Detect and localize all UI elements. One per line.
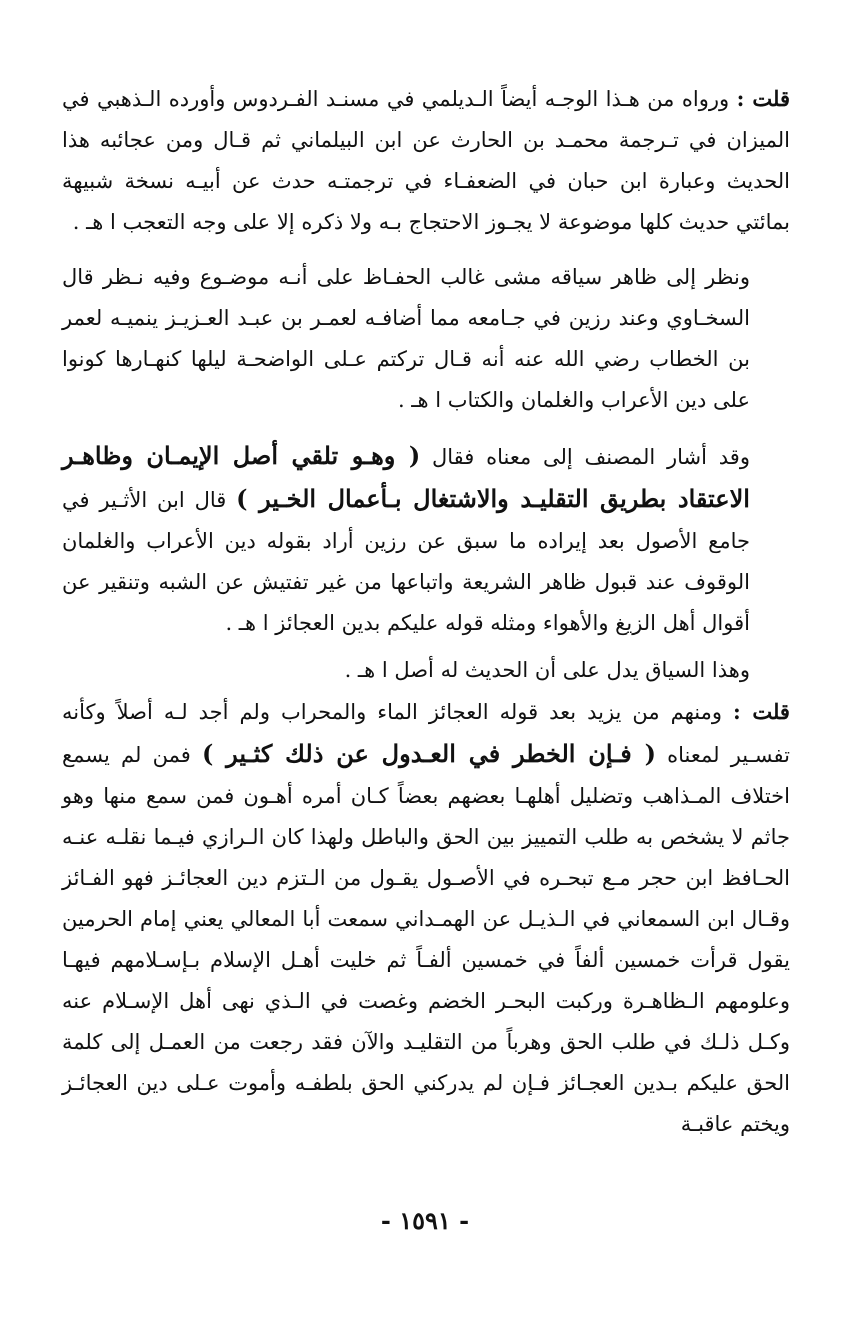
paragraph-text-before: وقد أشار المصنف إلى معناه فقال <box>432 445 750 469</box>
quoted-matn: ( وهـو تلقي أصل الإيمـان وظاهـر الاعتقاد بطريق التقليـد والاشتغال بـأعمال الخـير ) <box>62 441 750 513</box>
paragraph-text: وهذا السياق يدل على أن الحديث له أصل ا هـ . <box>344 658 750 682</box>
page-body <box>62 78 790 1145</box>
paragraph-text-after: قال ابن الأثـير في جامع الأصول بعد إيراده ما سبق عن رزين أراد بقوله دين الأعراب والغلمان الوقوف عند قبول ظاهر الشريعة واتباعها من غير تفتيش عن الشبه وتنقير عن أقوال أهل الزيغ والأهواء ومثله قوله عليكم بدين العجائز ا هـ . <box>62 488 750 635</box>
paragraph-text: ورواه من هـذا الوجـه أيضاً الـديلمي في مسنـد الفـردوس وأورده الـذهبي في الميزان في تـرجمة محمـد بن الحارث عن ابن البيلماني ثم قـال ومن عجائبه هذا الحديث وعبارة ابن حبان في الضعفـاء في ترجمتـه حدث عن أبيـه نسخة شبيهة بمائتي حديث كلها موضوعة لا يجـوز الاحتجاج بـه ولا ذكره إلا على وجه التعجب ا هـ . <box>62 87 790 234</box>
paragraph-text: ونظر إلى ظاهر سياقه مشى غالب الحفـاظ على أنـه موضـوع وفيه نـظر قال السخـاوي وعند رزين في جـامعه مما أضافـه لعمـر بن عبـد العـزيـز ينميـه لعمر بن الخطاب رضي الله عنه أنه قـال تركتم عـلى الواضحـة ليلها كنهـارها كونوا على دين الأعراب والغلمان والكتاب ا هـ . <box>62 265 750 412</box>
paragraph-1 <box>62 78 790 243</box>
paragraph-text-after: فمن لم يسمع اختلاف المـذاهب وتضليل أهلهـا بعضهم بعضاً كـان أمره أهـون فمن سمع منها وهو جاثم لا يشخص به طلب التمييز بين الحق والباطل ولهذا كان الـرازي فيـما نقلـه عنـه الحـافظ ابن حجر مـع تبحـره في الأصـول يقـول من الـتزم دين العجائـز فهو الفـائز وقـال ابن السمعاني في الـذيـل عن الهمـداني سمعت أبا المعالي يعني إمام الحرمين يقول قرأت خمسين ألفاً في خمسين ألفـاً ثم خليت أهـل الإسلام بـإسـلامهم فيهـا وعلومهم الـظاهـرة وركبت البحـر الخضم وغصت في الـذي نهى أهل الإسـلام عنه وكـل ذلـك في طلب الحق وهرباً من التقليـد والآن فقد رجعت من العمـل إلى كلمة الحق عليكم بـدين العجـائز فـإن لم يدركني الحق بلطفـه وأموت عـلى دين العجائـز ويختم عاقبـة <box>62 743 791 1136</box>
paragraph-lead: قلت : <box>732 699 790 724</box>
paragraph-text-before: ومنهم من يزيد بعد قوله العجائز الماء والمحراب ولم أجد لـه أصلاً وكأنه تفسـير لمعناه <box>62 700 790 767</box>
page-number: - ١٥٩١ - <box>380 1206 470 1235</box>
paragraph-4 <box>62 650 790 691</box>
paragraph-lead: قلت : <box>736 86 790 111</box>
quoted-matn: ( فـإن الخطر في العـدول عن ذلك كثـير ) <box>201 739 656 768</box>
paragraph-2 <box>62 257 790 421</box>
paragraph-5 <box>62 691 790 1145</box>
paragraph-3 <box>62 435 790 644</box>
